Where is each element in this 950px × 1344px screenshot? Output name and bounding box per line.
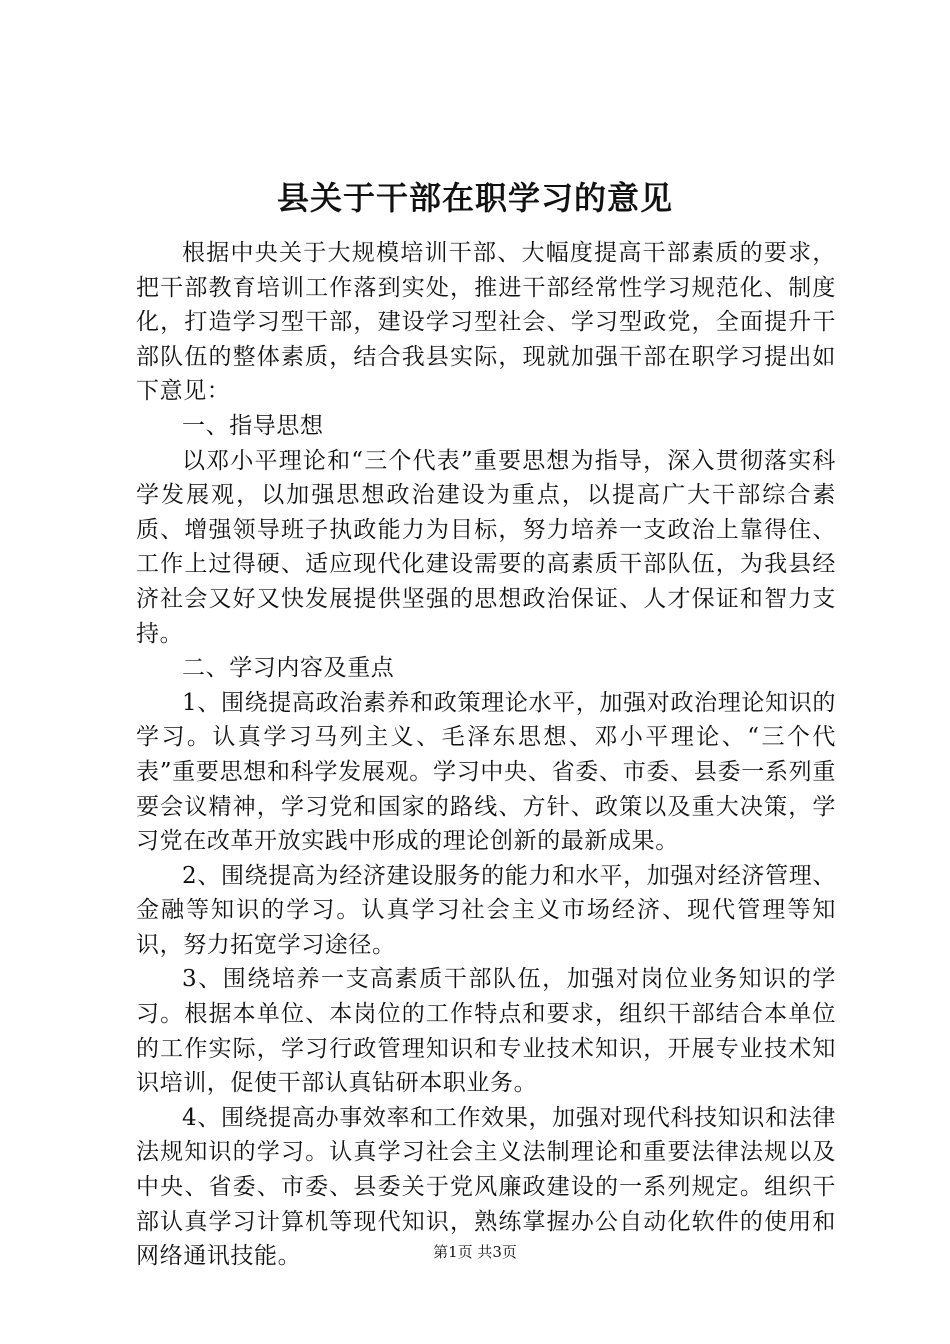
paragraph-item-1: 1、围绕提高政治素养和政策理论水平，加强对政治理论知识的学习。认真学习马列主义、毛泽东思想、邓小平理论、“三个代表”重要思想和科学发展观。学习中央、省委、市委、县委一系列重要会议精神，学习党和国家的路线、方针、政策以及重大决策，学习党在改革开放实践中形成的理论创新的最新成果。: [136, 689, 836, 855]
paragraph-guiding-ideology: 以邓小平理论和“三个代表”重要思想为指导，深入贯彻落实科学发展观，以加强思想政治建设为重点，以提高广大干部综合素质、增强领导班子执政能力为目标，努力培养一支政治上靠得住、工作上过得硬、适应现代化建设需要的高素质干部队伍，为我县经济社会又好又快发展提供坚强的思想政治保证、人才保证和智力支持。: [136, 447, 836, 647]
paragraph-item-3: 3、围绕培养一支高素质干部队伍，加强对岗位业务知识的学习。根据本单位、本岗位的工作特点和要求，组织干部结合本单位的工作实际，学习行政管理知识和专业技术知识，开展专业技术知识培训，促使干部认真钻研本职业务。: [136, 966, 836, 1097]
paragraph-item-4: 4、围绕提高办事效率和工作效果，加强对现代科技知识和法律法规知识的学习。认真学习社会主义法制理论和重要法律法规以及中央、省委、市委、县委关于党风廉政建设的一系列规定。组织干部认真学习计算机等现代知识，熟练掌握办公自动化软件的使用和网络通讯技能。: [136, 1104, 836, 1270]
document-title: 县关于干部在职学习的意见: [276, 179, 673, 217]
section-heading-content-focus: 二、学习内容及重点: [182, 655, 395, 682]
paragraph-item-2: 2、围绕提高为经济建设服务的能力和水平，加强对经济管理、金融等知识的学习。认真学习社会主义市场经济、现代管理等知识，努力拓宽学习途径。: [136, 862, 836, 958]
section-heading-guiding-ideology: 一、指导思想: [182, 412, 324, 439]
page-number-footer: 第1页 共3页: [433, 1243, 517, 1261]
document-body: [136, 236, 836, 1274]
paragraph-intro: 根据中央关于大规模培训干部、大幅度提高干部素质的要求，把干部教育培训工作落到实处，推进干部经常性学习规范化、制度化，打造学习型干部，建设学习型社会、学习型政党，全面提升干部队伍的整体素质，结合我县实际，现就加强干部在职学习提出如下意见：: [136, 240, 836, 405]
